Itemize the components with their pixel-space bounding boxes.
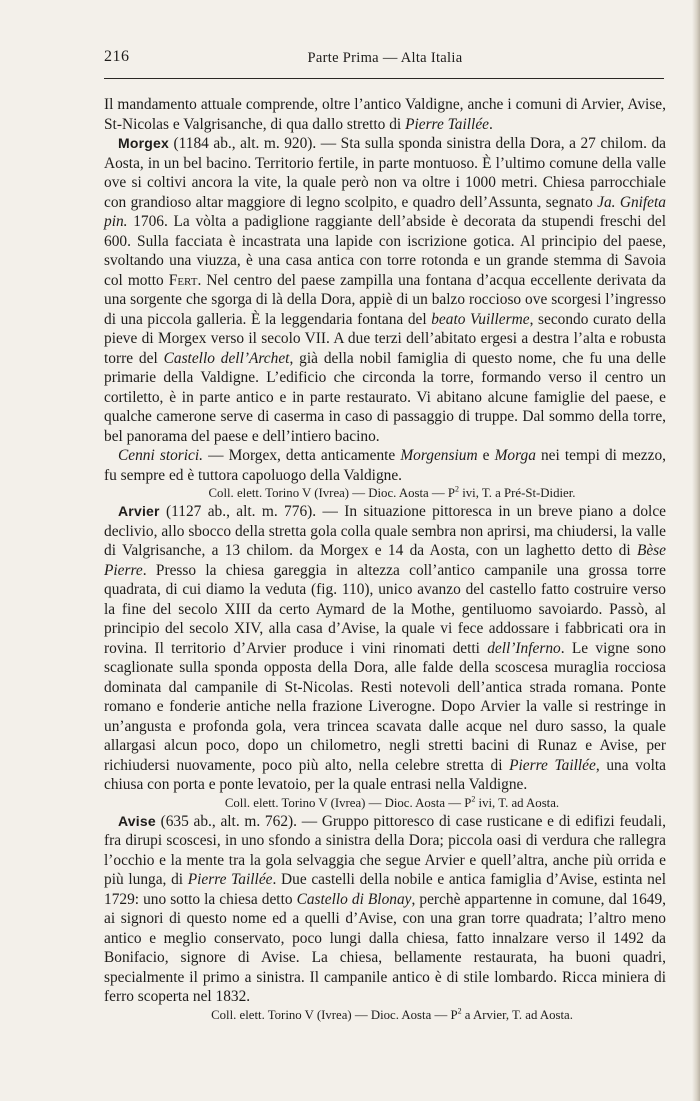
avise-paragraph: Avise (635 ab., alt. m. 762). — Gruppo pittoresco di case rusticane e di edifizi feudali, fra dirupi scoscesi, in uno sfondo a sinistra della Dora; piccola oasi di verdura che rallegra l’occhio e la mente tra la gola selvaggia che segue Arvier e quell’altra, anche più orrida e più lunga, di Pierre Taillée. Due castelli della nobile e antica famiglia d’Avise, estinta nel 1729: uno sotto la chiesa detto Castello di Blonay, perchè appartenne in comune, dal 1649, ai signori di questo nome ed a quelli d’Avise, con una gran torre quadrata; l’altro meno antico e meglio conservato, poco lungi dalla chiesa, fatto innalzare verso il 1492 da Bonifacio, signore di Avise. La chiesa, bellamente restaurata, ha buoni quadri, specialmente il primo a sinistra. Il campanile antico è di stile lombardo. Ricca miniera di ferro scoperta nel 1832. — [104, 812, 667, 1005]
page-body — [104, 95, 666, 1024]
entry-title-arvier: Arvier — [118, 503, 160, 519]
header-rule — [104, 78, 664, 79]
entry-title-avise: Avise — [118, 812, 156, 829]
entry-avise — [104, 812, 666, 1024]
morgex-collegio-line: Coll. elett. Torino V (Ivrea) — Dioc. Aosta — $P^2$ ivi, T. a Pré-St-Didier. — [208, 484, 576, 500]
running-title: Parte Prima — Alta Italia — [307, 50, 463, 66]
arvier-collegio-line: Coll. elett. Torino V (Ivrea) — Dioc. Aosta — $P^2$ ivi, T. ad Aosta. — [224, 794, 560, 810]
page-number: 216 — [104, 48, 130, 65]
avise-collegio-line: Coll. elett. Torino V (Ivrea) — Dioc. Aosta — $P^2$ a Arvier, T. ad Aosta. — [211, 1006, 573, 1022]
morgex-paragraph: Morgex (1184 ab., alt. m. 920). — Sta sulla sponda sinistra della Dora, a 27 chilom. da Aosta, in un bel bacino. Territorio fertile, in parte montuoso. È l’ultimo comune della valle ove si coltivi ancora la vite, la quale però non va oltre i 1000 metri. Chiesa parrocchiale con grandioso altar maggiore di legno scolpito, e quadro dell’Assunta, segnato Ja. Gnifeta pin. 1706. La vòlta a padiglione raggiante dell’abside è decorata da stupendi freschi del 600. Sulla facciata è incastrata una lapide con iscrizione gotica. Al principio del paese, svoltando una viuzza, è una casa antica con torre rotonda e un grande stemma di Savoia col motto Fert. Nel centro del paese zampilla una fontana d’acqua eccellente derivata da una sorgente che sgorga di là della Dora, appiè di un balzo roccioso ove scorgesi l’ingresso di una piccola galleria. È la leggendaria fontana del beato Vuillerme, secondo curato della pieve di Morgex verso il secolo VII. A due terzi dell’abitato ergesi a destra l’alta e robusta torre del Castello dell’Archet, già della nobil famiglia di questo nome, che fu una delle primarie della Valdigne. L’edificio che circonda la torre, formando verso il centro un cortiletto, è in parte antico e in parte restaurato. Vi abitano alcune famiglie del paese, e qualche camerone serve di caserma in caso di passaggio di truppe. Dal sommo della torre, bel panorama del paese e dell’intiero bacino. — [104, 135, 667, 445]
page-edge-shadow — [692, 0, 700, 1101]
intro-paragraph: Il mandamento attuale comprende, oltre l’antico Valdigne, anche i comuni di Arvier, Avise, St-Nicolas e Valgrisanche, di qua dallo stretto di Pierre Taillée. — [104, 96, 666, 133]
entry-title-morgex: Morgex — [118, 135, 169, 151]
entry-morgex — [104, 134, 666, 502]
arvier-paragraph: Arvier (1127 ab., alt. m. 776). — In situazione pittoresca in un breve piano a dolce declivio, allo sbocco della stretta gola colla quale sembra non aprirsi, ma chiudersi, la valle di Valgrisanche, a 13 chilom. da Morgex e 14 da Aosta, con un laghetto detto di Bèse Pierre. Presso la chiesa gareggia in altezza coll’antico campanile una grossa torre quadrata, di cui diamo la veduta (fig. 110), unico avanzo del castello fatto costruire verso la fine del secolo XIII da certo Aymard de la Mothe, gentiluomo savoiardo. Passò, al principio del secolo XIV, alla casa d’Avise, la quale vi fece addossare i fabbricati ora in rovina. Il territorio d’Arvier produce i vini rinomati detti dell’Inferno. Le vigne sono scaglionate sulla sponda opposta della Dora, alle falde della scoscesa muraglia rocciosa dominata dal campanile di St-Nicolas. Resti notevoli dell’antica strada romana. Ponte romano e fonderie antiche nella frazione Liverogne. Dopo Arvier la valle si restringe in un’angusta e profonda gola, vera trincea scavata dalle acque nel duro sasso, la quale allargasi alcun poco, dopo un chilometro, negli stretti bacini di Runaz e Avise, per richiudersi nuovamente, poco più alto, nella celebre stretta di Pierre Taillée, una volta chiusa con porta e ponte levatoio, per la quale entrasi nella Valdigne. — [104, 503, 666, 793]
morgex-cenni-storici: Cenni storici. — Morgex, detta anticamente Morgensium e Morga nei tempi di mezzo, fu sempre ed è tuttora capoluogo della Valdigne. — [104, 447, 667, 484]
entry-arvier — [104, 502, 666, 812]
